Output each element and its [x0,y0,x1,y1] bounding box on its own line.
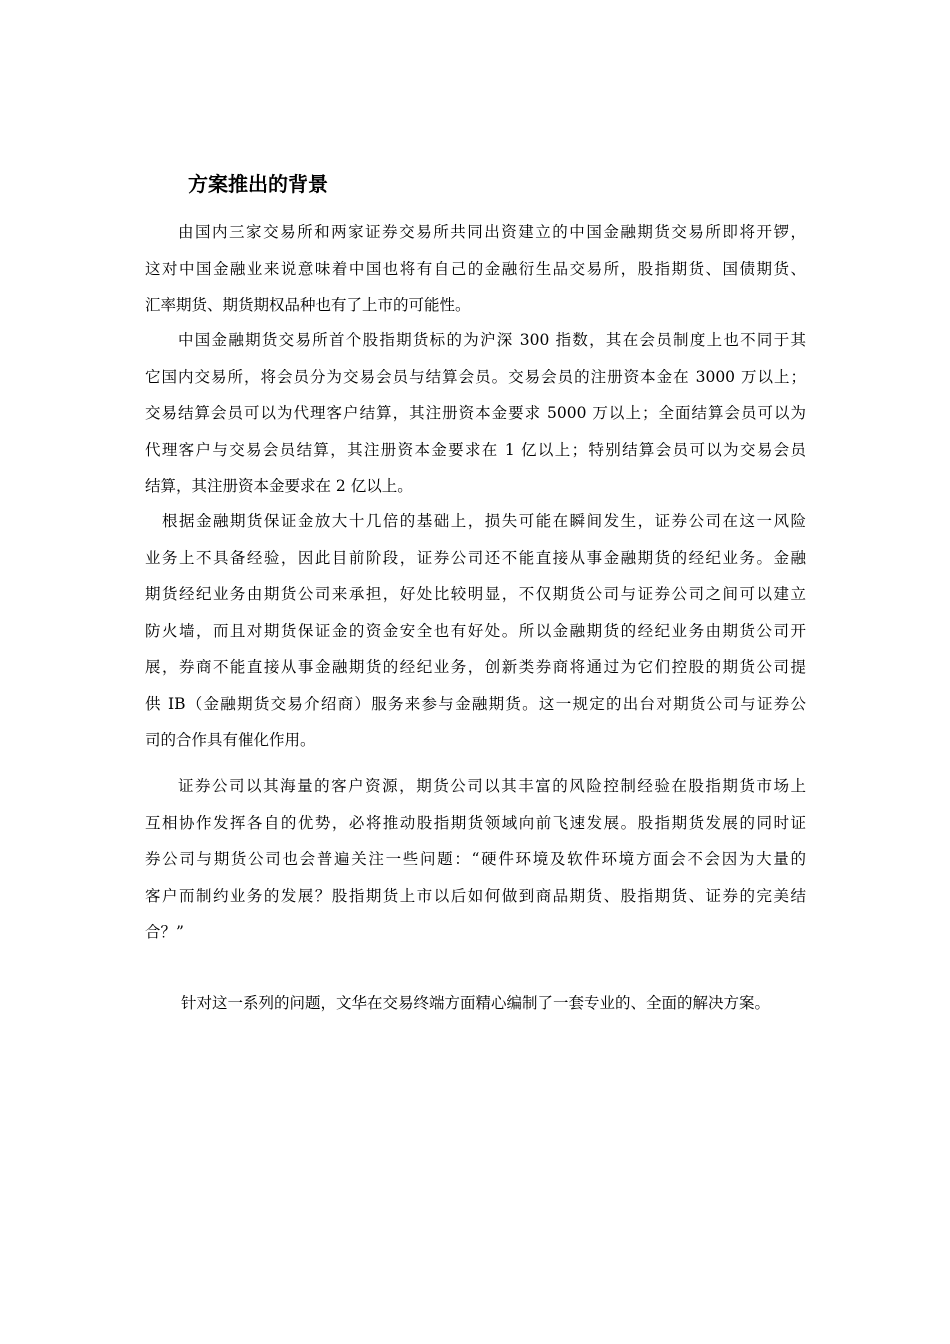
paragraph-line: 针对这一系列的问题，文华在交易终端方面精心编制了一套专业的、全面的解决方案。 [181,994,771,1012]
paragraph-line: 期货经纪业务由期货公司来承担，好处比较明显，不仅期货公司与证券公司之间可以建立 [145,585,806,603]
paragraph-line: 证券公司以其海量的客户资源，期货公司以其丰富的风险控制经验在股指期货市场上 [178,777,806,795]
paragraph-cooperation [0,768,806,951]
paragraph-brokerage [0,503,806,759]
paragraph-line: 展，券商不能直接从事金融期货的经纪业务，创新类券商将通过为它们控股的期货公司提 [145,658,806,676]
paragraph-line: 业务上不具备经验，因此目前阶段，证券公司还不能直接从事金融期货的经纪业务。金融 [145,548,806,567]
paragraph-line: 券公司与期货公司也会普遍关注一些问题：“硬件环境及软件环境方面会不会因为大量的 [145,850,806,868]
paragraph-membership [0,322,806,505]
paragraph-line: 代理客户与交易会员结算，其注册资本金要求在 1 亿以上；特别结算会员可以为交易会员 [145,440,806,459]
paragraph-solution [0,985,770,1022]
paragraph-line: 结算，其注册资本金要求在 2 亿以上。 [145,477,413,495]
paragraph-line: 它国内交易所，将会员分为交易会员与结算会员。交易会员的注册资本金在 3000 万以上； [145,367,806,386]
paragraph-line: 这对中国金融业来说意味着中国也将有自己的金融衍生品交易所，股指期货、国债期货、 [145,259,806,278]
paragraph-line: 由国内三家交易所和两家证券交易所共同出资建立的中国金融期货交易所即将开锣， [178,223,806,241]
section-heading: 方案推出的背景 [188,172,328,196]
paragraph-line: 交易结算会员可以为代理客户结算，其注册资本金要求 5000 万以上；全面结算会员可以为 [145,404,806,422]
paragraph-background [0,214,806,324]
paragraph-line: 中国金融期货交易所首个股指期货标的为沪深 300 指数，其在会员制度上也不同于其 [178,331,806,349]
paragraph-line: 防火墙，而且对期货保证金的资金安全也有好处。所以金融期货的经纪业务由期货公司开 [145,621,806,640]
paragraph-line: 根据金融期货保证金放大十几倍的基础上，损失可能在瞬间发生，证券公司在这一风险 [162,512,806,530]
paragraph-line: 供 IB（金融期货交易介绍商）服务来参与金融期货。这一规定的出台对期货公司与证券公 [145,694,806,713]
paragraph-line: 汇率期货、期货期权品种也有了上市的可能性。 [145,296,471,314]
paragraph-line: 客户而制约业务的发展？股指期货上市以后如何做到商品期货、股指期货、证券的完美结 [145,886,806,905]
paragraph-line: 司的合作具有催化作用。 [145,731,316,749]
paragraph-line: 互相协作发挥各自的优势，必将推动股指期货领域向前飞速发展。股指期货发展的同时证 [145,813,806,832]
paragraph-line: 合？” [145,923,184,941]
